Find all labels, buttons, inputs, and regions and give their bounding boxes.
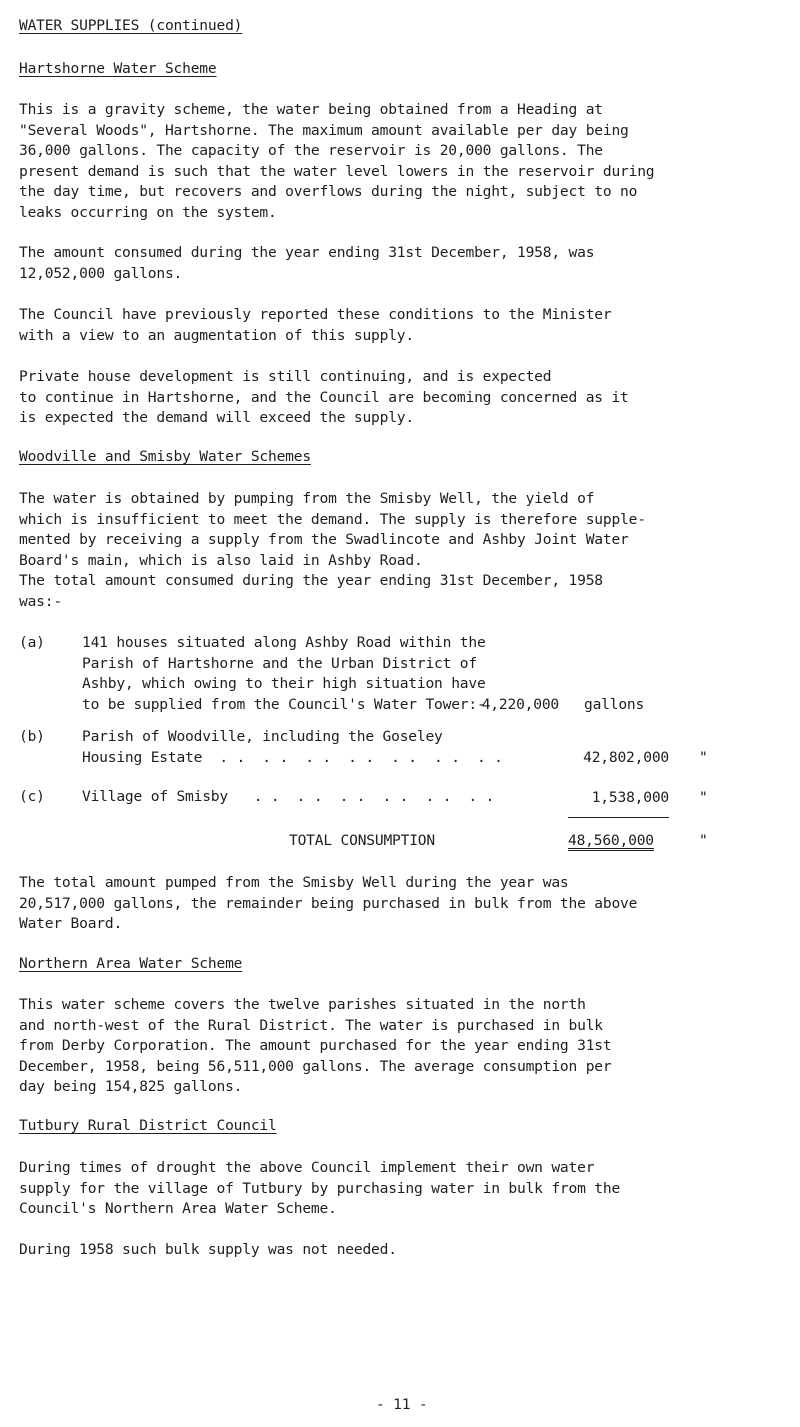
tutbury-heading: Tutbury Rural District Council [19, 1117, 277, 1134]
woodville-paragraph-2: The total amount consumed during the year ending 31st December, 1958 was:- [19, 572, 603, 610]
item-description: Parish of Woodville, including the Goseley Housing Estate . . . . . . . . . . . . . . [82, 728, 503, 766]
item-value: 4,220,000 [481, 695, 559, 713]
hartshorne-paragraph-4: Private house development is still continuing, and is expected to continue in Hartshorne, and the Council are becoming concerned as it is expected the demand will exceed the supply. [19, 368, 629, 426]
northern-paragraph-1: This water scheme covers the twelve parishes situated in the north and north-west of the Rural District. The water is purchased in bulk from Derby Corporation. The amount purchased for the year ending 31st December, 1958, being 56,511,000 gallons. The average consumption per day being 154,825 gallons. [19, 996, 612, 1095]
total-label: TOTAL CONSUMPTION [289, 832, 435, 849]
item-label: (a) [19, 634, 45, 651]
tutbury-paragraph-1: During times of drought the above Council implement their own water supply for the village of Tutbury by purchasing water in bulk from the Council's Northern Area Water Scheme. [19, 1159, 621, 1217]
total-ditto-mark: " [699, 832, 708, 849]
list-item [19, 633, 794, 715]
item-ditto-mark: " [699, 788, 708, 806]
tutbury-paragraph-2: During 1958 such bulk supply was not needed. [19, 1241, 397, 1258]
hartshorne-paragraph-3: The Council have previously reported these conditions to the Minister with a view to an augmentation of this supply. [19, 306, 612, 344]
hartshorne-paragraph-2: The amount consumed during the year ending 31st December, 1958, was 12,052,000 gallons. [19, 244, 595, 282]
item-label: (b) [19, 728, 45, 745]
item-unit: gallons [584, 695, 645, 713]
section-header: WATER SUPPLIES (continued) [19, 17, 243, 34]
list-item [19, 727, 794, 768]
item-description: Village of Smisby . . . . . . . . . . . . [82, 788, 495, 805]
hartshorne-paragraph-1: This is a gravity scheme, the water being obtained from a Heading at "Several Woods", Hartshorne. The maximum amount available per day being 36,000 gallons. The capacity of the reservoir is 20,000 gallons. The present demand is such that the water level lowers in the reservoir during the day time, but recovers and overflows during the night, subject to no leaks occurring on the system. [19, 101, 655, 221]
item-ditto-mark: " [699, 748, 708, 766]
item-label: (c) [19, 788, 45, 805]
item-value: 1,538,000 [591, 788, 669, 806]
northern-heading: Northern Area Water Scheme [19, 955, 243, 972]
subtotal-rule [568, 817, 669, 818]
page-number: - 11 - [376, 1396, 428, 1413]
list-item [19, 787, 794, 808]
item-description: 141 houses situated along Ashby Road within the Parish of Hartshorne and the Urban District of Ashby, which owing to their high situation have to be supplied from the Council's Water Tower:- [82, 634, 486, 713]
woodville-heading: Woodville and Smisby Water Schemes [19, 448, 311, 465]
woodville-paragraph-1: The water is obtained by pumping from the Smisby Well, the yield of which is insufficient to meet the demand. The supply is therefore supple- mented by receiving a supply from the Swadlincote and Ashby Joint Water Board's main, which is also laid in Ashby Road. [19, 490, 646, 569]
total-value: 48,560,000 [568, 832, 654, 849]
woodville-paragraph-3: The total amount pumped from the Smisby Well during the year was 20,517,000 gallons, the remainder being purchased in bulk from the above Water Board. [19, 874, 638, 932]
item-value: 42,802,000 [583, 748, 669, 766]
hartshorne-heading: Hartshorne Water Scheme [19, 60, 217, 77]
